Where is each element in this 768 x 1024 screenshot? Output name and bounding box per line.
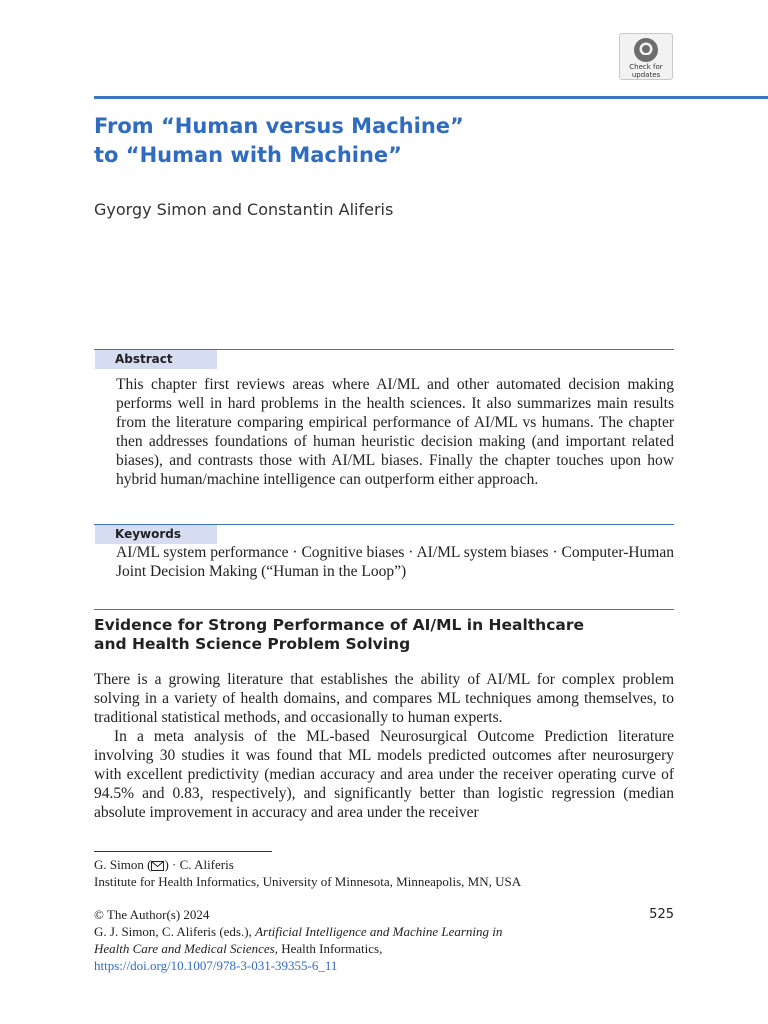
abstract-text: This chapter first reviews areas where AI/ML and other automated decision making performs well in hard problems in the health sciences. It also summarizes main results from the literature comparing empirical performance of AI/ML vs humans. The chapter then addresses foundations of human heuristic decision making (and important related biases), and contrasts those with AI/ML biases. Finally the chapter touches upon how hybrid human/machine intelligence can outperform either approach.	[116, 376, 674, 488]
keywords-label: Keywords	[95, 525, 217, 544]
page-number: 525	[649, 907, 674, 922]
copyright: © The Author(s) 2024	[94, 907, 210, 922]
footnote-affiliation: Institute for Health Informatics, University of Minnesota, Minneapolis, MN, USA	[94, 874, 522, 889]
book-title-part-2: Health Care and Medical Sciences	[94, 941, 275, 956]
footnote-authors: G. Simon ( ) · C. Aliferis	[94, 857, 234, 872]
paragraph-1: There is a growing literature that establishes the ability of AI/ML for complex problem solving in a variety of health domains, and compares ML techniques among themselves, to traditional statistical methods, and occasionally to human experts.	[94, 671, 674, 726]
citation-editors: G. J. Simon, C. Aliferis (eds.),	[94, 924, 256, 939]
abstract-label: Abstract	[95, 350, 217, 369]
authors: Gyorgy Simon and Constantin Aliferis	[94, 200, 394, 219]
section-heading-line-2: and Health Science Problem Solving	[94, 635, 411, 653]
chapter-title-line-2: to “Human with Machine”	[94, 143, 402, 167]
footnote-author-2: · C. Aliferis	[172, 857, 234, 872]
check-for-updates-badge[interactable]	[619, 33, 673, 80]
section-rule	[94, 609, 674, 610]
keywords-text: AI/ML system performance · Cognitive biases · AI/ML system biases · Computer-Human Joint Decision Making (“Human in the Loop”)	[116, 544, 674, 580]
citation-line-2	[94, 940, 574, 957]
publication-info	[94, 906, 574, 974]
chapter-title	[94, 112, 694, 170]
chapter-title-line-1: From “Human versus Machine”	[94, 114, 464, 138]
footnote-author-1: G. Simon	[94, 857, 144, 872]
title-rule	[94, 96, 768, 99]
badge-line-2: updates	[631, 71, 661, 79]
citation-series: , Health Informatics,	[274, 941, 383, 956]
book-title-part-1: Artificial Intelligence and Machine Learning in	[255, 924, 503, 939]
author-footnote	[94, 856, 674, 890]
badge-line-1: Check for	[629, 63, 663, 71]
citation-line-1	[94, 923, 574, 940]
envelope-icon[interactable]	[151, 861, 164, 871]
paragraph-2: In a meta analysis of the ML-based Neurosurgical Outcome Prediction literature involving 30 studies it was found that ML models predicted outcomes after neurosurgery with excellent predictivity (median accuracy and area under the receiver operating curve of 94.5% and 0.83, respectively), and significantly better than logistic regression (median absolute improvement in accuracy and area under the receiver	[94, 728, 674, 821]
section-heading	[94, 616, 674, 654]
crossmark-icon	[633, 37, 659, 63]
body-text	[94, 670, 674, 822]
footnote-rule	[94, 851, 272, 852]
section-heading-line-1: Evidence for Strong Performance of AI/ML in Healthcare	[94, 616, 585, 634]
doi-link[interactable]: https://doi.org/10.1007/978-3-031-39355-6_11	[94, 958, 338, 973]
